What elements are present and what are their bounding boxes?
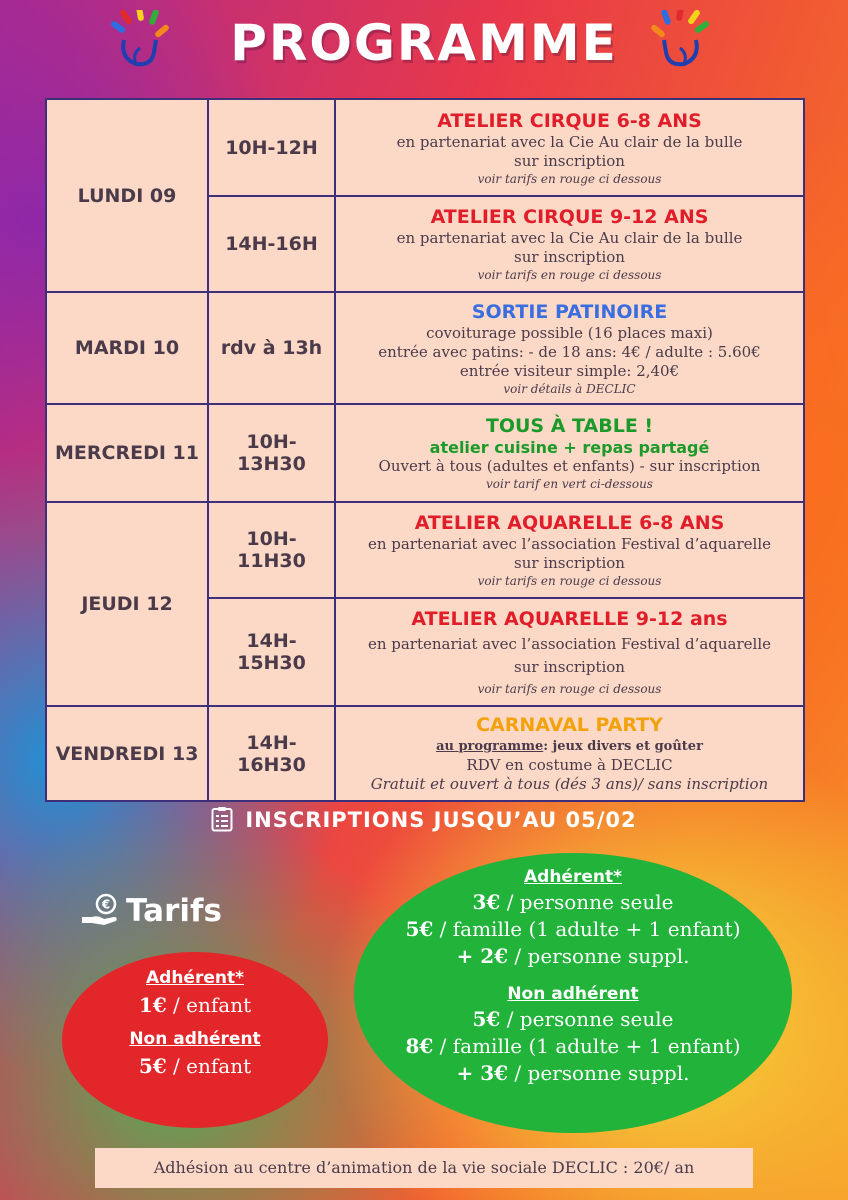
table-row — [46, 99, 804, 196]
price-value: + 3€ — [456, 1061, 509, 1085]
activity-note: voir tarifs en rouge ci dessous — [477, 682, 662, 696]
adherent-label: Adhérent* — [146, 968, 244, 988]
activity-line: Ouvert à tous (adultes et enfants) - sur inscription — [378, 457, 761, 475]
price-unit: / enfant — [166, 993, 252, 1017]
adherent-label: Adhérent* — [524, 867, 622, 887]
price-line — [354, 1033, 792, 1060]
price-line — [62, 1053, 328, 1080]
activity-line: en partenariat avec l’association Festival d’aquarelle — [367, 535, 772, 553]
price-line — [62, 992, 328, 1019]
price-unit: / personne suppl. — [514, 944, 690, 968]
activity-title: ATELIER AQUARELLE 9-12 ans — [411, 608, 728, 630]
time-cell: rdv à 13h — [208, 292, 335, 404]
price-value: 1€ — [138, 993, 167, 1017]
time-cell: 14H-16H30 — [208, 706, 335, 801]
non-adherent-label: Non adhérent — [507, 984, 639, 1004]
price-unit: / enfant — [166, 1054, 252, 1078]
tarifs-green-card — [354, 853, 792, 1133]
activity-line: sur inscription — [514, 151, 625, 170]
activity-line: sur inscription — [514, 554, 625, 572]
activity-note: voir tarifs en rouge ci dessous — [477, 171, 662, 186]
price-value: 3€ — [472, 890, 501, 914]
price-unit: / personne suppl. — [514, 1061, 690, 1085]
activity-title: TOUS À TABLE ! — [485, 415, 654, 437]
activity-cell — [335, 598, 804, 706]
day-cell: MARDI 10 — [46, 292, 208, 404]
price-line — [354, 1006, 792, 1033]
activity-title: SORTIE PATINOIRE — [471, 300, 668, 323]
activity-line: entrée visiteur simple: 2,40€ — [459, 361, 680, 380]
price-line — [354, 1060, 792, 1087]
inscriptions-deadline — [0, 806, 848, 832]
activity-note: voir tarifs en rouge ci dessous — [477, 268, 662, 282]
activity-note: voir détails à DECLIC — [503, 381, 636, 396]
activity-title: ATELIER CIRQUE 9-12 ANS — [430, 206, 709, 228]
day-cell: VENDREDI 13 — [46, 706, 208, 801]
activity-title: CARNAVAL PARTY — [476, 714, 663, 736]
table-row — [46, 706, 804, 801]
time-cell: 14H-15H30 — [208, 598, 335, 706]
activity-line: Gratuit et ouvert à tous (dés 3 ans)/ sans inscription — [370, 775, 769, 793]
hand-paint-icon — [648, 10, 714, 70]
activity-subtitle: atelier cuisine + repas partagé — [429, 438, 710, 457]
activity-line: covoiturage possible (16 places maxi) — [426, 323, 713, 342]
schedule-table — [45, 98, 805, 802]
activity-cell — [335, 404, 804, 502]
inscriptions-text: INSCRIPTIONS JUSQU’AU 05/02 — [245, 808, 637, 832]
price-unit: / personne seule — [506, 1007, 674, 1031]
tarifs-red-card — [62, 952, 328, 1128]
price-value: 5€ — [405, 917, 434, 941]
time-cell: 10H-11H30 — [208, 502, 335, 598]
activity-cell — [335, 99, 804, 196]
activity-line: RDV en costume à DECLIC — [466, 756, 673, 774]
price-line — [354, 889, 792, 916]
activity-title: ATELIER AQUARELLE 6-8 ANS — [414, 512, 725, 534]
price-value: 8€ — [405, 1034, 434, 1058]
price-value: 5€ — [472, 1007, 501, 1031]
table-row — [46, 502, 804, 598]
activity-line: entrée avec patins: - de 18 ans: 4€ / adulte : 5.60€ — [378, 342, 761, 361]
program-label: au programme — [436, 739, 544, 754]
activity-line: sur inscription — [514, 248, 625, 266]
price-unit: / personne seule — [506, 890, 674, 914]
activity-line: en partenariat avec l’association Festival d’aquarelle — [367, 635, 772, 653]
activity-line: sur inscription — [514, 658, 625, 676]
time-cell: 10H-13H30 — [208, 404, 335, 502]
time-cell: 10H-12H — [208, 99, 335, 196]
price-line — [354, 916, 792, 943]
price-value: 5€ — [138, 1054, 167, 1078]
activity-cell — [335, 292, 804, 404]
program-line — [340, 737, 799, 756]
activity-line: en partenariat avec la Cie Au clair de la bulle — [396, 132, 743, 151]
time-cell: 14H-16H — [208, 196, 335, 292]
svg-text:€: € — [101, 897, 111, 912]
activity-line: en partenariat avec la Cie Au clair de la bulle — [396, 229, 743, 247]
price-value: + 2€ — [456, 944, 509, 968]
activity-note: voir tarif en vert ci-dessous — [486, 477, 653, 491]
activity-note: voir tarifs en rouge ci dessous — [477, 574, 662, 588]
activity-cell — [335, 196, 804, 292]
activity-title: ATELIER CIRQUE 6-8 ANS — [437, 109, 702, 132]
non-adherent-label: Non adhérent — [129, 1029, 261, 1049]
adhesion-banner: Adhésion au centre d’animation de la vie sociale DECLIC : 20€/ an — [95, 1148, 753, 1188]
price-line — [354, 943, 792, 970]
hand-euro-icon — [80, 893, 122, 927]
tarifs-heading — [80, 893, 222, 929]
day-cell: MERCREDI 11 — [46, 404, 208, 502]
page-title: PROGRAMME — [230, 14, 618, 72]
price-unit: / famille (1 adulte + 1 enfant) — [439, 1034, 741, 1058]
clipboard-list-icon — [211, 806, 233, 832]
table-row — [46, 292, 804, 404]
activity-cell — [335, 706, 804, 801]
program-text: : jeux divers et goûter — [543, 739, 703, 754]
activity-cell — [335, 502, 804, 598]
price-unit: / famille (1 adulte + 1 enfant) — [439, 917, 741, 941]
day-cell: LUNDI 09 — [46, 99, 208, 292]
tarifs-title: Tarifs — [126, 893, 222, 929]
day-cell: JEUDI 12 — [46, 502, 208, 706]
table-row — [46, 404, 804, 502]
